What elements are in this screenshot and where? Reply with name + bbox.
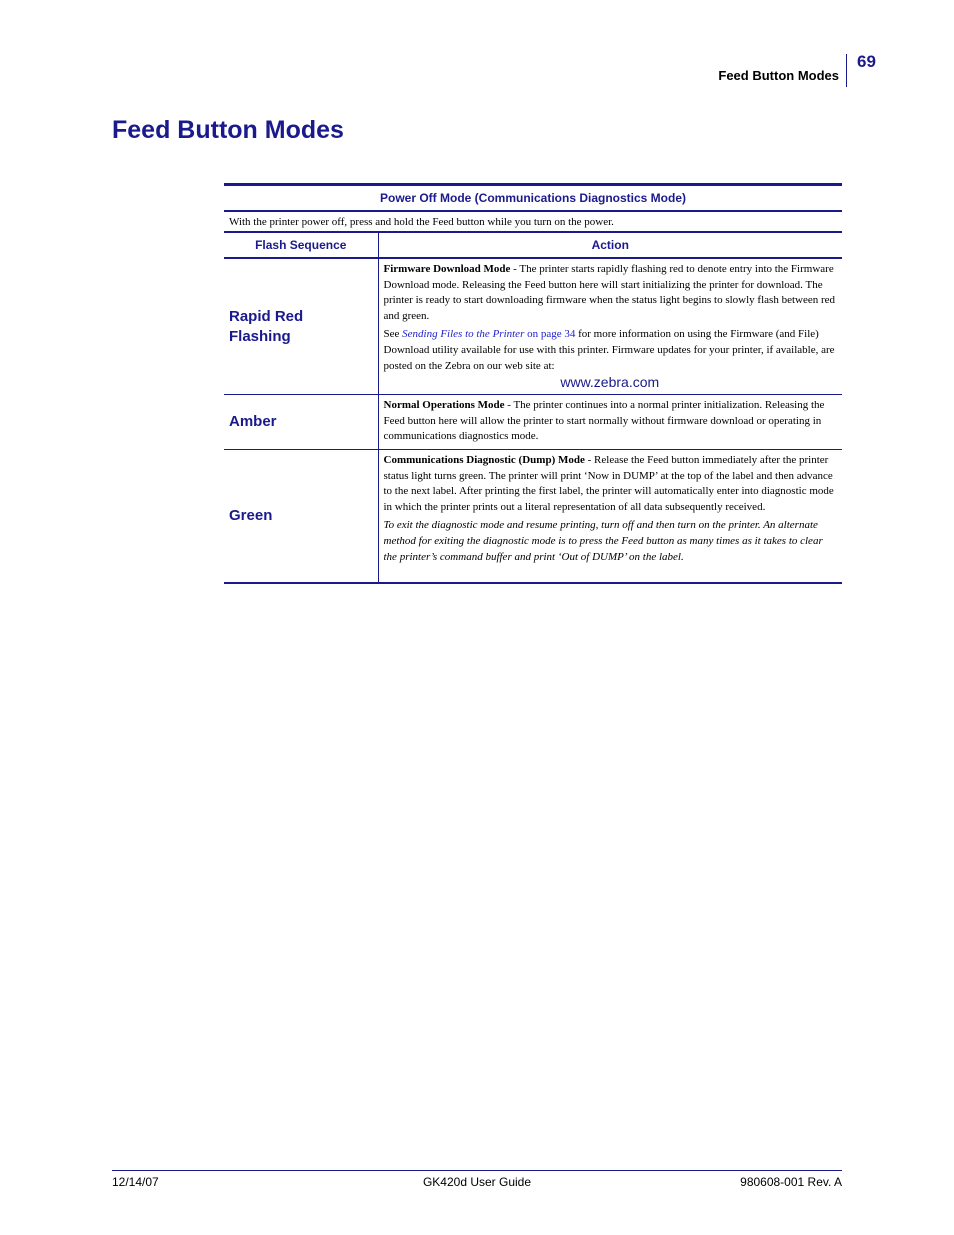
mode-name: Normal Operations Mode [383,399,505,412]
mode-description: - The printer continues into a normal printer initialization. Releasing the Feed button here will allow the printer to start normally without firmware download or operating in communications diagnostics mode. [383,399,825,443]
flash-sequence-rapid-red [224,258,378,395]
action-paragraph [384,398,837,445]
column-header-flash-sequence: Flash Sequence [224,232,378,258]
page-number: 69 [857,52,876,71]
footer-guide-title: GK420d User Guide [422,1175,532,1189]
exit-diagnostic-note: To exit the diagnostic mode and resume printing, turn off and then turn on the printer. An alternate method for exiting the diagnostic mode is to press the Feed button as many times as it takes to clear the printer’s command buffer and print ‘Out of DUMP’ on the label. [383,519,823,563]
table-row [224,449,842,583]
flash-sequence-label: Rapid Red Flashing [229,307,304,345]
zebra-website-link[interactable]: www.zebra.com [560,374,660,391]
sending-files-link[interactable] [402,328,575,340]
see-also-paragraph [384,327,837,374]
action-cell [378,449,842,583]
see-suffix: for more information on using the Firmware (and File) Download utility available for use with this printer. Firmware updates for your printer, if available, are posted on the Zebra on our web site at: [383,328,835,372]
table-intro-row [224,211,842,232]
feed-button-modes-table [224,183,842,584]
action-cell [378,258,842,395]
mode-name: Firmware Download Mode [383,263,511,275]
action-paragraph [384,453,837,515]
mode-name: Communications Diagnostic (Dump) Mode [383,453,585,466]
footer-date: 12/14/07 [112,1175,159,1189]
header-divider [846,54,847,87]
table-row [224,395,842,450]
link-title: Sending Files to the Printer [402,328,525,341]
footer-doc-number: 980608-001 Rev. A [740,1175,842,1189]
column-header-action: Action [378,232,842,258]
page-title: Feed Button Modes [112,116,344,144]
link-page: on page 34 [524,328,576,341]
table-row [224,258,842,395]
table-header-row [224,232,842,258]
mode-description: - Release the Feed button immediately after the printer status light turns green. The printer will print ‘Now in DUMP’ at the top of the label and then advance to the next label. After printing the first label, the printer will automatically enter into diagnostic mode in which the printer prints out a literal representation of all data subsequently received. [383,453,834,513]
action-cell [378,395,842,450]
footer-divider [112,1170,842,1171]
see-prefix: See [383,328,403,341]
table-intro: With the printer power off, press and hold the Feed button while you turn on the power. [229,215,614,228]
mode-description: - The printer starts rapidly flashing red to denote entry into the Firmware Download mode. Releasing the Feed button here will start initializing the printer for download. The printer is ready to start downloading firmware when the status light begins to slowly flash between red and green. [383,263,836,322]
table-caption-row [224,185,842,212]
flash-sequence-amber: Amber [224,395,378,450]
action-paragraph [384,262,837,324]
running-header-title: Feed Button Modes [718,68,839,83]
table-caption: Power Off Mode (Communications Diagnostics Mode) [224,185,842,212]
flash-sequence-green: Green [224,449,378,583]
